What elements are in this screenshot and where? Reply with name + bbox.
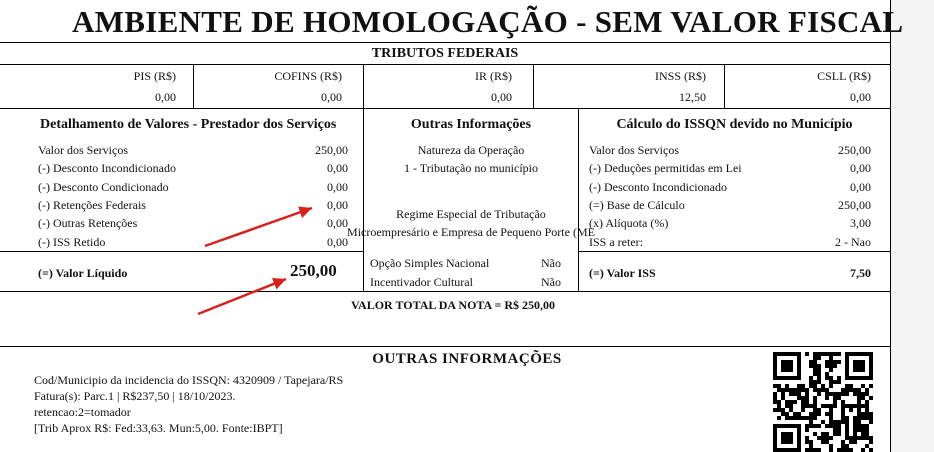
divider bbox=[0, 64, 890, 65]
outras-info-header: OUTRAS INFORMAÇÕES bbox=[372, 351, 562, 367]
tributos-header: TRIBUTOS FEDERAIS bbox=[371, 46, 519, 61]
divider bbox=[0, 346, 890, 347]
ir-value: 0,00 bbox=[491, 90, 512, 104]
outras-info-line: [Trib Aprox R$: Fed:33,63. Mun:5,00. Fonte:IBPT] bbox=[34, 421, 283, 435]
issqn-header: Cálculo do ISSQN devido no Município bbox=[616, 117, 853, 132]
detalhamento-value: 0,00 bbox=[327, 161, 348, 175]
issqn-value: 0,00 bbox=[850, 180, 871, 194]
issqn-label: (-) Deduções permitidas em Lei bbox=[589, 161, 742, 175]
pis-label: PIS (R$) bbox=[133, 69, 176, 83]
divider bbox=[578, 108, 579, 291]
outras-info-line: retencao:2=tomador bbox=[34, 405, 131, 419]
regime-value: Microempresário e Empresa de Pequeno Porte (ME bbox=[347, 225, 595, 239]
valor-iss-value: 7,50 bbox=[850, 266, 871, 280]
issqn-value: 3,00 bbox=[850, 216, 871, 230]
detalhamento-label: (-) Outras Retenções bbox=[38, 216, 138, 230]
detalhamento-value: 0,00 bbox=[327, 235, 348, 249]
incentivador-value: Não bbox=[541, 275, 561, 289]
divider bbox=[0, 291, 890, 292]
inss-value: 12,50 bbox=[679, 90, 706, 104]
issqn-label: (x) Alíquota (%) bbox=[589, 216, 669, 230]
valor-total: VALOR TOTAL DA NOTA = R$ 250,00 bbox=[350, 298, 556, 312]
detalhamento-label: (-) Desconto Incondicionado bbox=[38, 161, 176, 175]
natureza-label: Natureza da Operação bbox=[417, 143, 525, 157]
issqn-label: ISS a reter: bbox=[589, 235, 643, 249]
valor-liquido-value: 250,00 bbox=[290, 261, 337, 280]
divider bbox=[578, 251, 890, 252]
csll-label: CSLL (R$) bbox=[817, 69, 871, 83]
detalhamento-value: 0,00 bbox=[327, 198, 348, 212]
issqn-value: 250,00 bbox=[838, 198, 871, 212]
detalhamento-label: (-) Retenções Federais bbox=[38, 198, 146, 212]
cofins-label: COFINS (R$) bbox=[274, 69, 342, 83]
detalhamento-value: 250,00 bbox=[315, 143, 348, 157]
inss-label: INSS (R$) bbox=[654, 69, 706, 83]
issqn-value: 2 - Nao bbox=[835, 235, 871, 249]
detalhamento-value: 0,00 bbox=[327, 180, 348, 194]
simples-value: Não bbox=[541, 256, 561, 270]
natureza-value: 1 - Tributação no município bbox=[404, 161, 538, 175]
valor-liquido-label: (=) Valor Líquido bbox=[38, 266, 128, 280]
regime-value-clip bbox=[347, 225, 595, 241]
detalhamento-header: Detalhamento de Valores - Prestador dos Serviços bbox=[40, 117, 337, 132]
pis-value: 0,00 bbox=[155, 90, 176, 104]
issqn-value: 250,00 bbox=[838, 143, 871, 157]
divider bbox=[0, 108, 890, 109]
detalhamento-label: Valor dos Serviços bbox=[38, 143, 128, 157]
simples-label: Opção Simples Nacional bbox=[370, 256, 490, 270]
detalhamento-label: (-) Desconto Condicionado bbox=[38, 180, 169, 194]
valor-iss-label: (=) Valor ISS bbox=[589, 266, 656, 280]
document-title: AMBIENTE DE HOMOLOGAÇÃO - SEM VALOR FISCAL bbox=[72, 4, 904, 39]
issqn-label: (-) Desconto Incondicionado bbox=[589, 180, 727, 194]
csll-value: 0,00 bbox=[850, 90, 871, 104]
regime-label: Regime Especial de Tributação bbox=[396, 207, 546, 221]
divider bbox=[0, 42, 890, 43]
issqn-label: (=) Base de Cálculo bbox=[589, 198, 685, 212]
cofins-value: 0,00 bbox=[321, 90, 342, 104]
divider bbox=[0, 251, 363, 252]
detalhamento-label: (-) ISS Retido bbox=[38, 235, 106, 249]
issqn-value: 0,00 bbox=[850, 161, 871, 175]
detalhamento-value: 0,00 bbox=[327, 216, 348, 230]
divider bbox=[363, 108, 364, 291]
incentivador-label: Incentivador Cultural bbox=[370, 275, 473, 289]
issqn-label: Valor dos Serviços bbox=[589, 143, 679, 157]
outras-info-line: Cod/Municipio da incidencia do ISSQN: 4320909 / Tapejara/RS bbox=[34, 373, 344, 387]
outras-header: Outras Informações bbox=[410, 117, 532, 132]
outras-info-line: Fatura(s): Parc.1 | R$237,50 | 18/10/2023. bbox=[34, 389, 236, 403]
ir-label: IR (R$) bbox=[475, 69, 512, 83]
qr-code-icon bbox=[773, 352, 873, 452]
